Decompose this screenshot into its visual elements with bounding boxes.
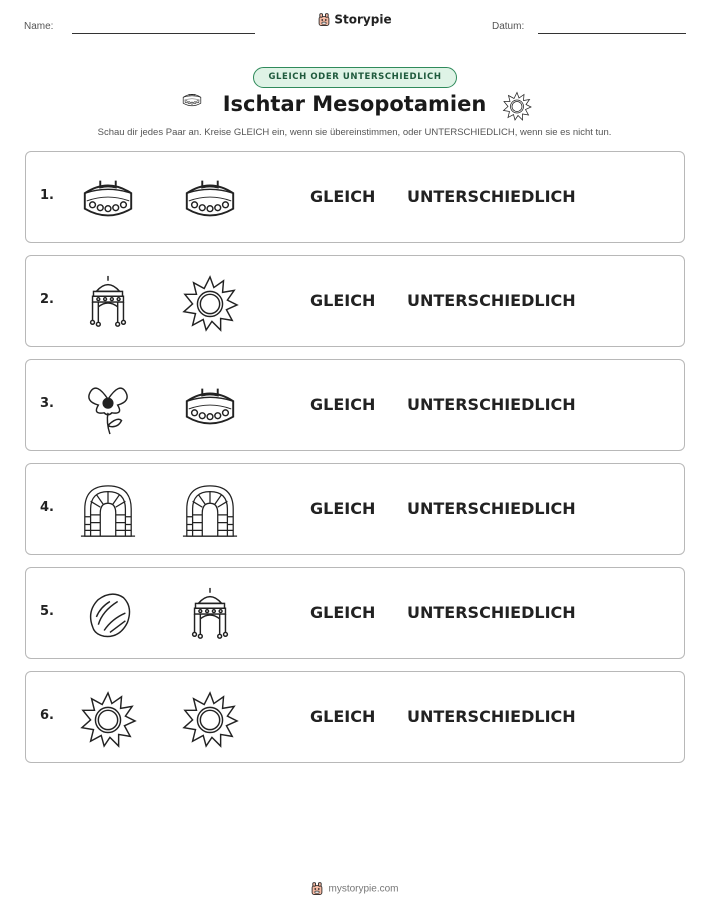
name-label: Name: <box>24 21 54 32</box>
ring-icon <box>181 378 239 436</box>
exercise-row-3 <box>25 359 685 451</box>
row-number: 4. <box>40 500 54 515</box>
exercise-row-2 <box>25 255 685 347</box>
ring-icon <box>79 170 137 228</box>
brand-name: Storypie <box>334 12 392 27</box>
exercise-row-1 <box>25 151 685 243</box>
page-title: Ischtar Mesopotamien <box>222 92 487 116</box>
exercise-row-4 <box>25 463 685 555</box>
option-same[interactable]: GLEICH <box>310 707 376 726</box>
date-label: Datum: <box>492 21 525 32</box>
option-same[interactable]: GLEICH <box>310 499 376 518</box>
option-same[interactable]: GLEICH <box>310 291 376 310</box>
storypie-logo-icon <box>317 13 331 27</box>
instructions: Schau dir jedes Paar an. Kreise GLEICH ein, wenn sie übereinstimmen, oder UNTERSCHIEDLICH, wenn sie es nicht tun. <box>97 127 612 138</box>
brand <box>0 12 709 27</box>
sun-icon <box>79 690 137 748</box>
gate-arch-icon <box>79 482 137 540</box>
exercise-row-5 <box>25 567 685 659</box>
worksheet-type-badge: GLEICH ODER UNTERSCHIEDLICH <box>253 67 457 88</box>
gate-arch-icon <box>181 482 239 540</box>
ring-icon <box>181 170 239 228</box>
option-different[interactable]: UNTERSCHIEDLICH <box>407 291 576 310</box>
poppy-flower-icon <box>79 378 137 436</box>
option-different[interactable]: UNTERSCHIEDLICH <box>407 707 576 726</box>
crown-icon <box>181 586 239 644</box>
option-same[interactable]: GLEICH <box>310 395 376 414</box>
row-number: 2. <box>40 292 54 307</box>
stone-icon <box>79 586 137 644</box>
option-different[interactable]: UNTERSCHIEDLICH <box>407 499 576 518</box>
name-line[interactable] <box>72 33 255 34</box>
option-different[interactable]: UNTERSCHIEDLICH <box>407 187 576 206</box>
sun-icon <box>502 91 532 121</box>
option-same[interactable]: GLEICH <box>310 603 376 622</box>
row-number: 6. <box>40 708 54 723</box>
option-different[interactable]: UNTERSCHIEDLICH <box>407 395 576 414</box>
option-different[interactable]: UNTERSCHIEDLICH <box>407 603 576 622</box>
date-line[interactable] <box>538 33 686 34</box>
option-same[interactable]: GLEICH <box>310 187 376 206</box>
crown-icon <box>79 274 137 332</box>
row-number: 3. <box>40 396 54 411</box>
footer <box>0 882 709 896</box>
exercise-row-6 <box>25 671 685 763</box>
sun-icon <box>181 274 239 332</box>
row-number: 1. <box>40 188 54 203</box>
footer-url[interactable]: mystorypie.com <box>328 883 399 895</box>
row-number: 5. <box>40 604 54 619</box>
storypie-logo-icon <box>310 882 324 896</box>
sun-icon <box>181 690 239 748</box>
